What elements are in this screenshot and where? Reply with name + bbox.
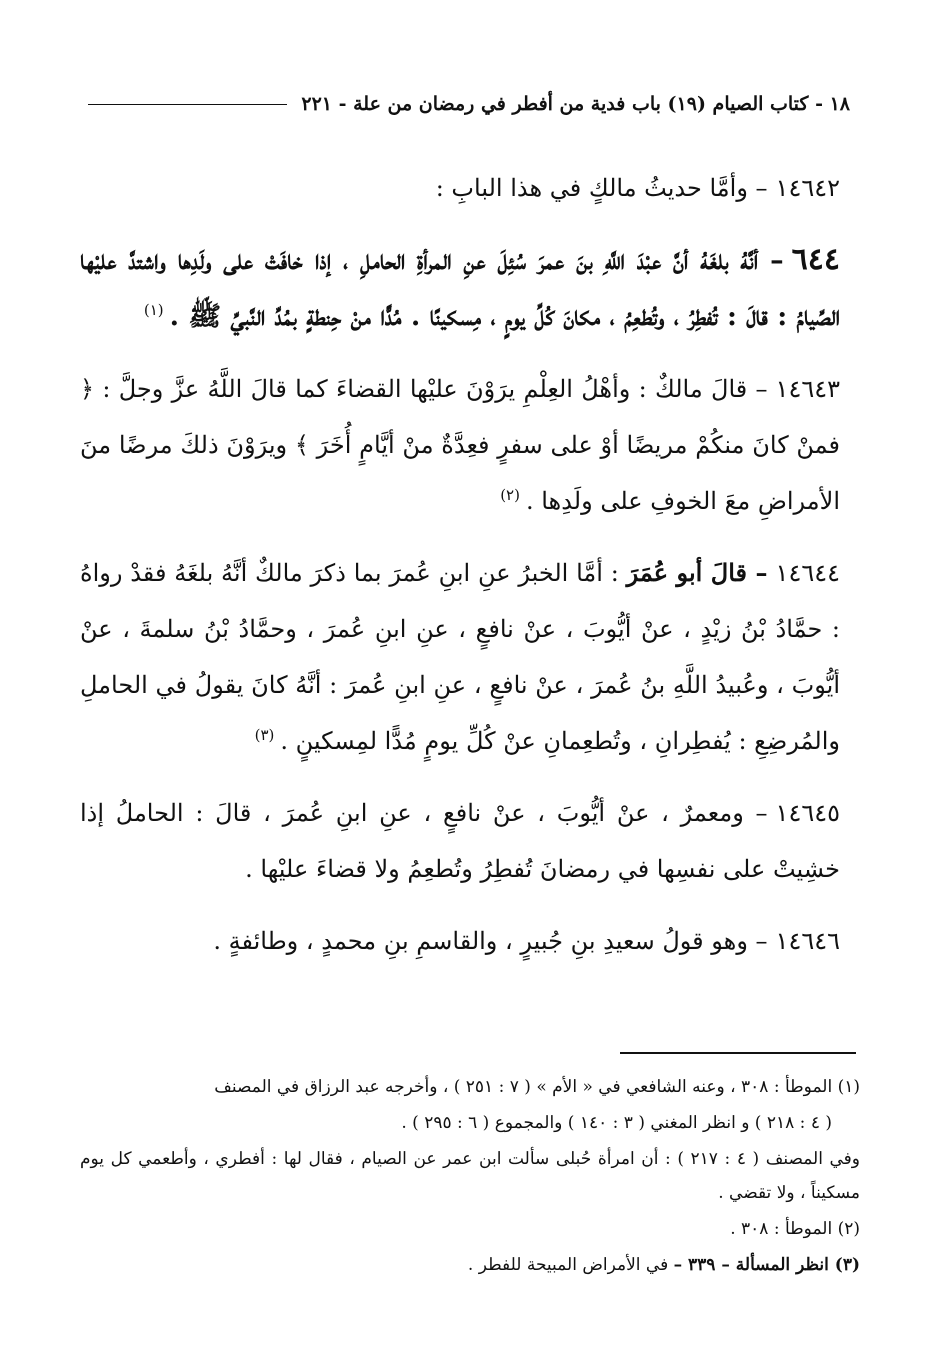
footnote-1-note: وفي المصنف ( ٤ : ٢١٧ ) : أن امرأة حُبلى سألت ابن عمر عن الصيام ، فقال لها : أفطري ، وأطعمي كل يوم مسكيناً ، ولا تقضي . (80, 1149, 860, 1203)
footnote-divider (620, 1052, 856, 1054)
footnote-2: (٢) الموطأ : ٣٠٨ . (730, 1219, 860, 1239)
paragraph-number: ١٤٦٤٣ (775, 375, 840, 403)
header-title: ١٨ - كتاب الصيام (١٩) باب فدية من أفطر في رمضان من علة - ٢٢١ (301, 93, 850, 115)
paragraph-text: – وهو قولُ سعيدِ بنِ جُبيرٍ ، والقاسمِ بنِ محمدٍ ، وطائفةٍ . (213, 927, 768, 955)
footnote-1: (١) الموطأ : ٣٠٨ ، وعنه الشافعي في « الأم » ( ٧ : ٢٥١ ) ، وأخرجه عبد الرزاق في المصنف (214, 1077, 860, 1097)
footnote-ref-2: (٢) (500, 486, 520, 504)
hadith-number: ٦٤٤ (791, 242, 840, 277)
footnote-ref-3: (٣) (254, 726, 275, 744)
paragraph-14644 (80, 545, 840, 769)
footnotes (80, 1070, 860, 1284)
footnote-3 (80, 1248, 860, 1282)
paragraph-number: ١٤٦٤٥ (775, 799, 840, 827)
paragraph-14646 (80, 913, 840, 969)
paragraph-number: ١٤٦٤٦ (775, 927, 840, 955)
paragraph-text: – قالَ مالكٌ : وأهْلُ العِلْمِ يرَوْنَ عليْها القضاءَ كما قالَ اللَّهُ عزَّ وجلَّ : ﴿ فمنْ كانَ منكُمْ مريضًا أوْ على سفرٍ فعِدَّةٌ منْ أيَّامٍ أُخَرَ ﴾ ويرَوْنَ ذلكَ مرضًا منَ الأمراضِ معَ الخوفِ على ولَدِها . (80, 375, 840, 515)
paragraph-14643 (80, 361, 840, 529)
paragraph-number: ١٤٦٤٤ (775, 559, 840, 587)
main-text (80, 160, 840, 985)
paragraph-14642 (80, 160, 840, 216)
paragraph-lead: – قالَ أبو عُمَرَ (626, 558, 768, 587)
paragraph-text: – ومعمرٌ ، عنْ أيُّوبَ ، عنْ نافعٍ ، عنِ ابنِ عُمرَ ، قالَ : الحاملُ إذا خشِيتْ على نفسِها في رمضانَ تُفطِرُ وتُطعِمُ ولا قضاءَ عليْها . (80, 799, 840, 883)
paragraph-number: ١٤٦٤٢ (775, 174, 840, 202)
footnote-3-text: في الأمراض المبيحة للفطر . (467, 1255, 669, 1275)
footnote-1-continued: ( ٤ : ٢١٨ ) و انظر المغني ( ٣ : ١٤٠ ) والمجموع ( ٦ : ٢٩٥ ) . (401, 1113, 832, 1133)
header-rule (88, 104, 287, 105)
paragraph-text: – وأمَّا حديثُ مالكٍ في هذا البابِ : (435, 174, 768, 202)
paragraph-14645 (80, 785, 840, 897)
footnote-3-lead: (٣) انظر المسألة – ٣٣٩ – (673, 1255, 860, 1275)
paragraph-text: : أمَّا الخبرُ عنِ ابنِ عُمرَ بما ذكرَ مالكٌ أنَّهُ بلغَهُ فقدْ رواهُ : حمَّادُ بْنُ زيْدٍ ، عنْ أيُّوبَ ، عنْ نافعٍ ، عنِ ابنِ عُمرَ ، وحمَّادُ بْنُ سلمةَ ، عنْ أيُّوبَ ، وعُبيدُ اللَّهِ بنُ عُمرَ ، عنْ نافعٍ ، عنِ ابنِ عُمرَ : أنَّهُ كانَ يقولُ في الحاملِ والمُرضِعِ : يُفطِرانِ ، وتُطعِمانِ عنْ كُلِّ يومٍ مُدًّا لمِسكينٍ . (80, 559, 840, 755)
footnote-ref-1: (١) (143, 301, 164, 319)
running-header (88, 88, 850, 120)
hadith-644 (80, 232, 840, 345)
hadith-text: – أنَّهُ بلغَهُ أنَّ عبْدَ اللَّهِ بنَ عمرَ سُئِلَ عنِ المرأةِ الحاملِ ، إذا خافَتْ على ولَدِها واشتدَّ عليْها الصِّيامُ : قالَ : تُفطِرُ ، وتُطعِمُ ، مكانَ كُلِّ يومٍ ، مِسكينًا . مُدًّا منْ حِنطةٍ بمُدِّ النَّبيِّ ﷺ . (80, 245, 840, 332)
